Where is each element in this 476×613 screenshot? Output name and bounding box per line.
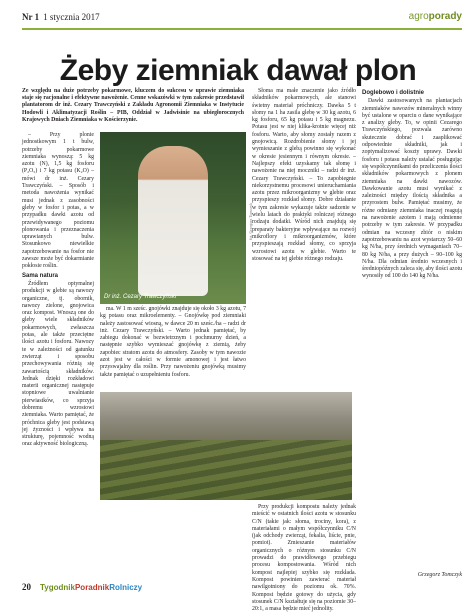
person-figure — [138, 146, 208, 296]
section-brand — [409, 11, 462, 22]
column-1 — [22, 132, 94, 449]
issue-number — [22, 12, 100, 22]
quote-paragraph: – Przy plonie jednostkowym 1 t bulw, potrzeby pokarmowe ziemniaka wynoszą: 5 kg azotu (N), 1,5 kg fosforu (P₂O₅) i 7 kg potasu (K₂O) – mówi dr inż. Cezary Trawczyński. – Sposób i metoda nawożenia wynikać musi jednak z zasobności gleby w fosfor i potas, a w przypadku dawki azotu od przewidywanego poziomu plonowania i przeznaczenia uprawianych bulw. Stosunkowo niewielkie zapotrzebowanie na fosfor nie zawsze może być dokarmianie pokłosie roślin. — [22, 132, 94, 270]
page-number: 20 — [22, 582, 31, 592]
column-3-text: Słoma ma małe znaczenie jako źródło składników pokarmowych, ale stanowi świetny materiał próchniczy. Dawka 5 t słomy na 1 ha zasila glebę w 30 kg azotu, 6 kg fosforu, 65 kg potasu i 5 kg magnezu. Potasu jest w niej klika-krotnie więcej niż fosforu. Warto, aby słomy zostały razem z gnojowicą. Rozdrobienie słomy i jej wymieszanie z glebą powinno się wykonać w okresie jesiennym i równym okresie. – Najlepszy efekt uzyskamy tak słomę i nawożenie na niej moczniki – radzi dr inż. Cezary Trawczyński. – To zapobiegnie niekorzystnemu procesowi unieruchamiania azotu przez mikroorganizmy w glebie oraz przyspieszy rozkład słomy. Dobre działanie w tym zakresie wykazuje także sadzenie w wielu latach do praktyki rolniczej różnego rodzaju dodatki. Wśród nich znajdują się preparaty bakteryjne wpływające na rozwój mikroflory i mikroorganizmów, które przyspieszają rozkład słomy, co sprzyja wzrostowi azotu w glebie. Warto te stosować na tej glebie różnego rodzaju. — [252, 88, 356, 262]
column-2-text: ma. W 1 m sześc. gnojówki znajduje się około 3 kg azotu, 7 kg potasu oraz mikroelementy. – Gnojówkę pod ziemniaki należy zastosować wiosną, w dawce 20 m sześc./ha – radzi dr inż. Cezary Trawczyński. – Warto jednak pamiętać, by zabiegu dokonać w bezwietrznym i pochmurny dzień, a następnie szybko wymieszać gnojówkę z ziemią, żeby zapobiec stratom azotu do atmosfery. Zasoby w tym nawozie azot jest w całości w formie amonowej i jest łatwo przyswajalny dla roślin. Przy nawożeniu gnojówką musimy także pamiętać o uzupełnieniu fosforu. — [100, 306, 246, 378]
brand-tygodnik: Tygodnik — [40, 583, 75, 592]
column-3 — [252, 88, 356, 263]
issue-label: Nr 1 — [22, 12, 40, 22]
field-photo — [100, 392, 352, 500]
page-header — [22, 12, 462, 28]
column-3-continued — [252, 504, 356, 613]
article-lead: Ze względu na duże potrzeby pokarmowe, kluczem do sukcesu w uprawie ziemniaka staje się racjonalne i efektywne nawożenie. Cenne wskazówki w tym zakresie przedstawił plantatorom dr inż. Cezary Trawczyński z Zakładu Agronomii Ziemniaka w Instytucie Hodowli i Aklimatyzacji Roślin – PIB, Oddział w Jadwisinie na ubiegłorocznych Krajowych Dniach Ziemniaka w Kościerzynie. — [22, 88, 244, 123]
column-1-text: Źródłem optymalnej produkcji w glebie są nawozy organiczne, tj. obornik, nawozy zielone, gnojowica oraz kompost. Wnoszą one do gleby wiele składników pokarmowych, zwłaszcza potas, ale także przeciętne ilości azotu i fosforu. Nawozy te w zależności od gatunku zwierząt i sposobu przechowywania różnią się zawartością składników. Jednak dzięki rozkładowi materii organicznej następuje stopniowe uwalnianie pierwiastków, co sprzyja dobremu wzrostowi ziemniaka. Warto pamiętać, że próchnica gleby jest podstawą jej żyzności i wpływa na strukturę, pojemność wodną oraz aktywność biologiczną. — [22, 280, 94, 448]
issue-date: 1 stycznia 2017 — [43, 12, 100, 22]
photo-caption: Dr inż. Cezary Trawczyński — [104, 294, 177, 300]
column-4-text: Dawki zastosowanych na plantacjach ziemniaków nawozów mineralnych winny być ustalone w oparciu o dane wynikające z analizy gleby. To, w opinii Cezarego Trawczyńskiego, pozwala zarówno skutecznie dobrać i zaaplikować odpowiednie składniki, jak i zoptymalizować koszty uprawy. Dawki fosforu i potasu należy ustalać posługując się współczynnikami do przeliczenia ilości składników pokarmowych z plonem ziemniaka na dawki nawozów. Dawkowanie azotu musi wynikać z zależności między ilością składnika a przyrostem bulw. Pamiętać musimy, że różne odmiany ziemniaka inaczej reagują na nawożenie azotem i mają odmienne potrzeby w tym zakresie. W przypadku odmian na wczesny zbiór o niskim zapotrzebowaniu na azot wystarczy 50–60 kg N/ha, przy średnich wymaganiach 70–80 kg N/ha, a przy dużych – 90–100 kg N/ha. Dla odmian średnio wczesnych i średniopóźnych zaleca się, aby ilości azotu wynosiły od 100 do 140 kg N/ha. — [362, 98, 462, 280]
subheading-sama-natura: Sama natura — [22, 272, 59, 279]
field-rows — [100, 440, 352, 500]
brand-rolniczy: Rolniczy — [109, 583, 143, 592]
page-footer — [22, 582, 462, 594]
photo-credit-1: fot. Grzegorz Tomczyk — [248, 202, 253, 240]
brand-suffix: porady — [428, 11, 462, 22]
magazine-brand — [40, 583, 142, 592]
column-4 — [362, 88, 462, 281]
column-2 — [100, 306, 246, 379]
brand-prefix: agro — [408, 11, 429, 22]
header-rule — [22, 28, 462, 30]
brand-poradnik: Poradnik — [74, 583, 110, 592]
portrait-photo — [100, 132, 246, 304]
column-3-text-2: Przy produkcji kompostu należy jednak mieścić w ostatnich ilości azotu w stosunku C/N (takie jak: słoma, trociny, kora), z materiałami o małym współczynniku C/N (jak odchody zwierząt, fekalia, liście, pnie, pomiot). Zmieszanie materiałów organicznych o różnym stosunku C/N prowadzi do prawidłowego przebiegu procesu kompostowania. Wśród nich kompost najlepiej szybko się rozkłada. Kompost powinien zawierać materiał nawilgotniony do poziomu ok. 70%. Kompost będzie gotowy do użycia, gdy stosunek C/N kształtuje się na poziomie 30–20:1, a masa będzie mieć jednolity. — [252, 504, 356, 613]
article-title: Żeby ziemniak dawał plon — [59, 54, 417, 88]
article-author: Grzegorz Tomczyk — [417, 572, 462, 578]
subheading-doglebowo: Doglebowo i dolistnie — [362, 90, 424, 96]
